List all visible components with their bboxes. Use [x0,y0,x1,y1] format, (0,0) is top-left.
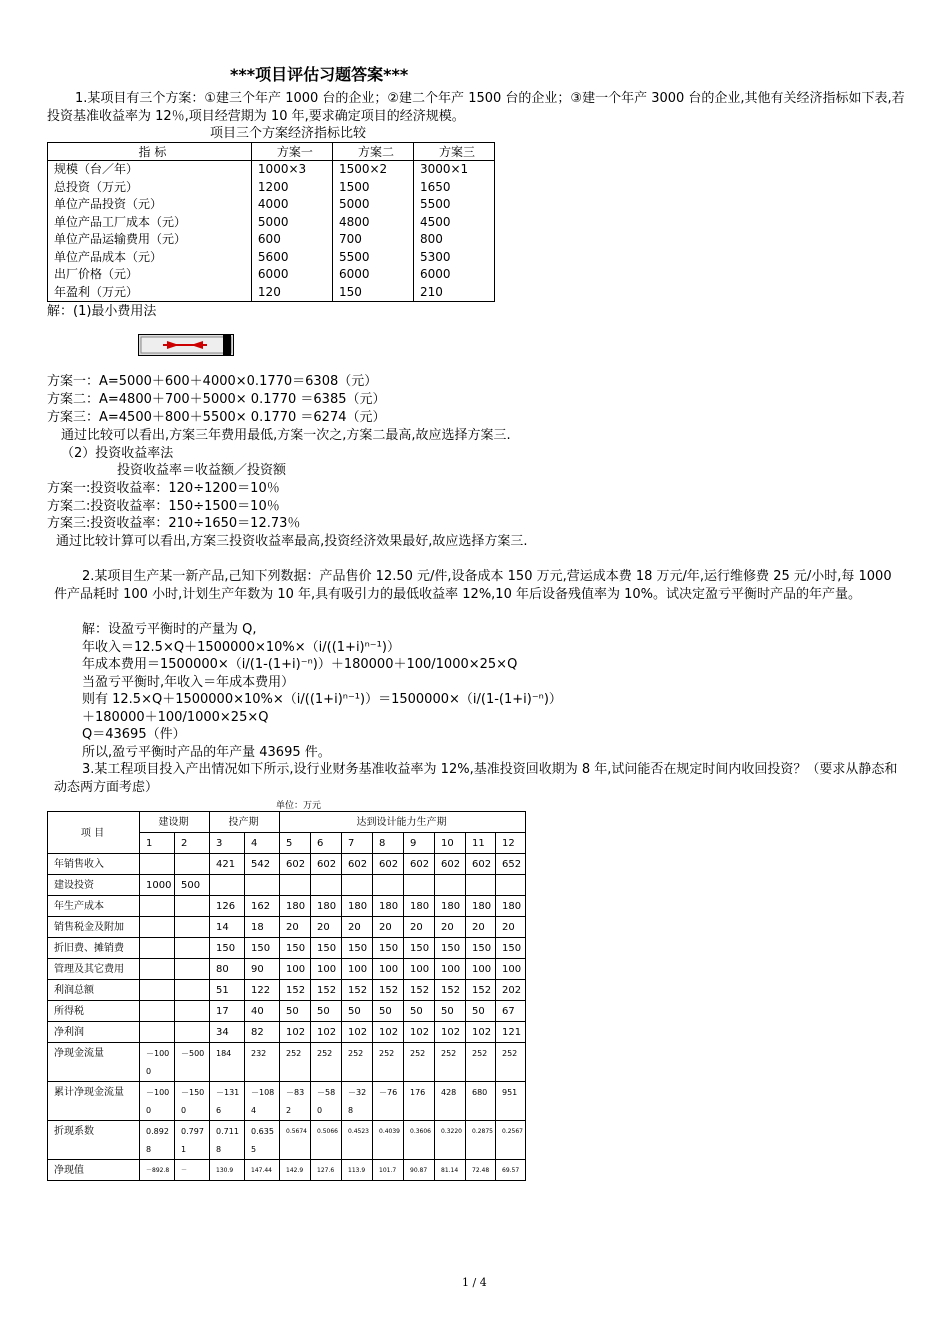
q3-value-cell: 20 [496,917,526,938]
q3-row-label: 利润总额 [48,980,140,1001]
q3-value-cell: 127.6 [311,1160,342,1181]
q1-value-cell: 700 [332,231,413,249]
q1-indicator-label: 单位产品成本（元） [48,249,252,267]
q3-value-cell: 50 [404,1001,435,1022]
q3-value-cell: 152 [342,980,373,1001]
q3-value-cell: 102 [373,1022,404,1043]
q1-header-cell: 方案二 [332,143,413,161]
q3-value-cell [175,959,210,980]
q1-indicator-label: 年盈利（万元） [48,284,252,302]
q3-value-cell: 80 [210,959,245,980]
q3-value-cell: 252 [342,1043,373,1082]
q1-indicator-label: 单位产品投资（元） [48,196,252,214]
q3-value-cell: 232 [245,1043,280,1082]
q3-table-row [48,980,526,1001]
q1-value-cell: 120 [251,284,332,302]
q3-value-cell: 81.14 [435,1160,466,1181]
q3-value-cell [496,875,526,896]
q3-value-cell: 150 [210,938,245,959]
q3-table-row [48,959,526,980]
q3-value-cell [175,1001,210,1022]
q3-value-cell: 0.5066 [311,1121,342,1160]
q3-value-cell: 100 [496,959,526,980]
formula-icon [139,335,233,355]
q3-year-header: 5 [280,833,311,854]
q3-value-cell [342,875,373,896]
q3-year-header: 12 [496,833,526,854]
q1-table-row [48,231,495,249]
q3-value-cell: 180 [342,896,373,917]
q3-value-cell: 602 [404,854,435,875]
q3-value-cell [245,875,280,896]
q3-value-cell: 0.8928 [140,1121,175,1160]
q1-solution-method2: （2）投资收益率法 [61,446,174,461]
q3-value-cell: 602 [466,854,496,875]
q1-value-cell: 6000 [332,266,413,284]
q3-value-cell: 102 [466,1022,496,1043]
q3-table-row [48,917,526,938]
conclusion-method1: 通过比较可以看出,方案三年费用最低,方案一次之,方案二最高,故应选择方案三. [61,428,511,443]
q3-value-cell [140,980,175,1001]
q3-value-cell: 14 [210,917,245,938]
q3-value-cell: 100 [466,959,496,980]
q3-value-cell: 40 [245,1001,280,1022]
q1-text: 1.某项目有三个方案：①建三个年产 1000 台的企业；②建二个年产 1500 台的企业；③建一个年产 3000 台的企业,其他有关经济指标如下表,若投资基准收益率为 12％,项目经营期为 10 年,要求确定项目的经济规模。 [47,91,905,124]
q1-value-cell: 1650 [413,179,494,197]
q3-value-cell: 102 [280,1022,311,1043]
q3-row-label: 建设投资 [48,875,140,896]
q2-line2: 年收入＝12.5×Q＋1500000×10%×（i/((1+i)ⁿ⁻¹)） [82,640,400,655]
q3-value-cell: 180 [280,896,311,917]
q3-year-header: 11 [466,833,496,854]
q3-value-cell: －580 [311,1082,342,1121]
q3-table-row [48,1022,526,1043]
q1-value-cell: 5000 [251,214,332,232]
q3-value-cell: 652 [496,854,526,875]
q3-value-cell [140,938,175,959]
q3-value-cell: 20 [342,917,373,938]
roi-option3: 方案三:投资收益率：210÷1650＝12.73％ [47,516,301,531]
q3-table-row [48,1001,526,1022]
q1-value-cell: 4800 [332,214,413,232]
q1-value-cell: 150 [332,284,413,302]
q3-value-cell: 152 [404,980,435,1001]
q1-value-cell: 3000×1 [413,161,494,179]
q1-value-cell: 800 [413,231,494,249]
q3-value-cell [140,854,175,875]
q3-value-cell: 152 [435,980,466,1001]
q3-value-cell: －892.8 [140,1160,175,1181]
q1-value-cell: 6000 [413,266,494,284]
q3-value-cell: 102 [435,1022,466,1043]
q1-header-cell: 方案一 [251,143,332,161]
q2-line5: 则有 12.5×Q＋1500000×10%×（i/((1+i)ⁿ⁻¹)）＝1500000×（i/(1-(1+i)⁻ⁿ)） [82,692,562,707]
q3-table-phase-row [48,812,526,833]
q3-value-cell [404,875,435,896]
q3-value-cell: 20 [404,917,435,938]
q3-value-cell: 150 [245,938,280,959]
q1-value-cell: 210 [413,284,494,302]
q3-value-cell: 102 [404,1022,435,1043]
q1-indicator-label: 单位产品工厂成本（元） [48,214,252,232]
q3-table-row [48,1082,526,1121]
q3-value-cell: 50 [373,1001,404,1022]
roi-option2: 方案二:投资收益率：150÷1500＝10％ [47,499,280,514]
q1-indicator-label: 单位产品运输费用（元） [48,231,252,249]
q2-line4: 当盈亏平衡时,年收入＝年成本费用） [82,675,295,690]
q3-value-cell: 500 [175,875,210,896]
q3-table-row [48,854,526,875]
q3-unit-label: 单位：万元 [276,801,322,811]
q3-item-header: 项 目 [48,812,140,854]
q3-value-cell: 602 [373,854,404,875]
q3-year-header: 6 [311,833,342,854]
q3-value-cell: －328 [342,1082,373,1121]
q3-value-cell: 100 [373,959,404,980]
q1-table-row [48,196,495,214]
q3-value-cell: 90 [245,959,280,980]
q3-value-cell [140,917,175,938]
q3-table-row [48,1121,526,1160]
q3-value-cell: 421 [210,854,245,875]
q3-value-cell: 150 [435,938,466,959]
q1-indicator-label: 规模（台／年） [48,161,252,179]
q1-header-cell: 方案三 [413,143,494,161]
q3-value-cell: 152 [311,980,342,1001]
q3-value-cell: 680 [466,1082,496,1121]
q3-value-cell: 150 [373,938,404,959]
q2-line1: 解：设盈亏平衡时的产量为 Q, [82,622,257,637]
q3-value-cell [435,875,466,896]
q3-row-label: 累计净现金流量 [48,1082,140,1121]
q1-table-row [48,179,495,197]
q2-line7: Q＝43695（件） [82,727,186,742]
q3-value-cell: 602 [435,854,466,875]
q3-value-cell: 602 [311,854,342,875]
q3-value-cell [175,980,210,1001]
q1-value-cell: 6000 [251,266,332,284]
q1-value-cell: 600 [251,231,332,249]
q3-value-cell: 50 [435,1001,466,1022]
q3-cashflow-table [47,811,526,1181]
q3-value-cell: 0.7118 [210,1121,245,1160]
q3-table-row [48,1160,526,1181]
q3-table-row [48,896,526,917]
q3-value-cell: 101.7 [373,1160,404,1181]
q3-value-cell: 100 [435,959,466,980]
q3-value-cell: 20 [466,917,496,938]
q3-value-cell: 180 [435,896,466,917]
q3-value-cell: 180 [373,896,404,917]
q3-table-row [48,938,526,959]
q3-value-cell: 252 [280,1043,311,1082]
q1-table-body [48,161,495,302]
q1-table-caption: 项目三个方案经济指标比较 [210,126,367,141]
q3-value-cell: 176 [404,1082,435,1121]
q3-value-cell: 17 [210,1001,245,1022]
q3-value-cell [140,896,175,917]
q1-value-cell: 1500×2 [332,161,413,179]
q1-value-cell: 5300 [413,249,494,267]
q3-value-cell: 69.57 [496,1160,526,1181]
q3-value-cell: 0.3606 [404,1121,435,1160]
q3-row-label: 净现金流量 [48,1043,140,1082]
q3-value-cell: 0.2567 [496,1121,526,1160]
q3-value-cell: 100 [342,959,373,980]
q3-value-cell: 180 [496,896,526,917]
q1-value-cell: 5500 [332,249,413,267]
q3-value-cell: 1000 [140,875,175,896]
q1-indicator-label: 总投资（万元） [48,179,252,197]
q2-line3: 年成本费用＝1500000×（i/(1-(1+i)⁻ⁿ)）＋180000＋100/1000×25×Q [82,657,518,672]
q3-value-cell: 0.3220 [435,1121,466,1160]
q3-value-cell: 100 [404,959,435,980]
annual-cost-option1: 方案一：A=5000＋600＋4000×0.1770＝6308（元） [47,374,378,389]
q3-value-cell [373,875,404,896]
q3-value-cell: 121 [496,1022,526,1043]
q1-table-row [48,249,495,267]
q3-value-cell: 20 [435,917,466,938]
q3-value-cell [140,959,175,980]
q3-value-cell: 50 [342,1001,373,1022]
q3-value-cell: 20 [280,917,311,938]
q3-value-cell: 252 [373,1043,404,1082]
q3-row-label: 年生产成本 [48,896,140,917]
annual-cost-option2: 方案二：A=4800＋700＋5000× 0.1770 ＝6385（元） [47,392,386,407]
q3-value-cell [175,896,210,917]
q3-value-cell: 100 [311,959,342,980]
q3-year-header: 1 [140,833,175,854]
q3-value-cell: 126 [210,896,245,917]
q3-value-cell: 0.2875 [466,1121,496,1160]
q3-value-cell: 150 [311,938,342,959]
q3-value-cell: 50 [311,1001,342,1022]
q3-value-cell [140,1022,175,1043]
q1-table-row [48,266,495,284]
q3-value-cell: 152 [373,980,404,1001]
q3-row-label: 净利润 [48,1022,140,1043]
q2-text: 2.某项目生产某一新产品,己知下列数据：产品售价 12.50 元/件,设备成本 150 万元,营运成本费 18 万元/年,运行维修费 25 元/小时,每 1000 件产品耗时 100 小时,计划生产年数为 10 年,具有吸引力的最低收益率 12%,10 年后设备残值率为 10%。试决定盈亏平衡时产品的年产量。 [54,569,892,602]
q3-value-cell: －1084 [245,1082,280,1121]
q3-value-cell: 102 [342,1022,373,1043]
q3-value-cell: 252 [311,1043,342,1082]
q3-value-cell: 100 [280,959,311,980]
formula-image [138,334,234,356]
q3-value-cell: 150 [496,938,526,959]
q3-row-label: 年销售收入 [48,854,140,875]
q3-value-cell: 202 [496,980,526,1001]
q3-full-capacity-header: 达到设计能力生产期 [280,812,526,833]
q1-indicator-table [47,142,495,302]
q3-value-cell [280,875,311,896]
q3-value-cell: 72.48 [466,1160,496,1181]
q1-table-row [48,161,495,179]
q1-solution-method1: 解：(1)最小费用法 [47,304,157,319]
conclusion-method2: 通过比较计算可以看出,方案三投资收益率最高,投资经济效果最好,故应选择方案三. [56,534,528,549]
document-title: ***项目评估习题答案*** [230,65,409,84]
q3-value-cell: －1000 [140,1082,175,1121]
q3-value-cell: 602 [280,854,311,875]
q3-value-cell: 113.9 [342,1160,373,1181]
q3-year-header: 2 [175,833,210,854]
q3-table-body [48,854,526,1181]
q3-value-cell: 50 [466,1001,496,1022]
q3-value-cell [175,917,210,938]
annual-cost-option3: 方案三：A=4500＋800＋5500× 0.1770 ＝6274（元） [47,410,386,425]
q3-value-cell: 252 [435,1043,466,1082]
q3-table-row [48,1043,526,1082]
q2-line6: ＋180000＋100/1000×25×Q [82,710,269,725]
q3-value-cell [210,875,245,896]
q3-value-cell: 142.9 [280,1160,311,1181]
q1-value-cell: 4000 [251,196,332,214]
q3-value-cell: 18 [245,917,280,938]
q3-value-cell: 20 [373,917,404,938]
q3-value-cell: 150 [404,938,435,959]
q1-value-cell: 1200 [251,179,332,197]
q3-value-cell: 50 [280,1001,311,1022]
q3-value-cell: －500 [175,1043,210,1082]
q3-row-label: 销售税金及附加 [48,917,140,938]
q3-value-cell: 602 [342,854,373,875]
q3-value-cell: 20 [311,917,342,938]
q3-value-cell: 180 [404,896,435,917]
q1-table-header-row [48,143,495,161]
q3-value-cell: 150 [342,938,373,959]
q3-value-cell: － [175,1160,210,1181]
q3-value-cell: 122 [245,980,280,1001]
q1-value-cell: 5000 [332,196,413,214]
q3-value-cell: 147.44 [245,1160,280,1181]
roi-formula: 投资收益率＝收益额／投资额 [117,463,287,478]
q3-row-label: 折旧费、摊销费 [48,938,140,959]
q1-table-row [48,214,495,232]
q3-build-period-header: 建设期 [140,812,210,833]
q3-value-cell: 542 [245,854,280,875]
q3-value-cell: 951 [496,1082,526,1121]
q1-value-cell: 5500 [413,196,494,214]
q3-year-header: 7 [342,833,373,854]
q1-value-cell: 1000×3 [251,161,332,179]
q3-value-cell: －1000 [140,1043,175,1082]
q3-value-cell: 150 [466,938,496,959]
q3-year-header: 8 [373,833,404,854]
q3-value-cell [175,938,210,959]
q3-value-cell: 67 [496,1001,526,1022]
q3-value-cell: －1500 [175,1082,210,1121]
q3-value-cell: 180 [466,896,496,917]
q3-value-cell: 152 [280,980,311,1001]
q3-value-cell: 162 [245,896,280,917]
q3-table-row [48,875,526,896]
roi-option1: 方案一:投资收益率：120÷1200＝10％ [47,481,280,496]
q3-value-cell: 0.4523 [342,1121,373,1160]
q3-value-cell [311,875,342,896]
q3-value-cell: 0.6355 [245,1121,280,1160]
q3-text: 3.某工程项目投入产出情况如下所示,设行业财务基准收益率为 12%,基准投资回收期为 8 年,试问能否在规定时间内收回投资？（要求从静态和动态两方面考虑） [54,762,898,795]
q3-row-label: 净现值 [48,1160,140,1181]
q3-value-cell: －832 [280,1082,311,1121]
q3-year-header: 3 [210,833,245,854]
q3-value-cell: 82 [245,1022,280,1043]
q3-value-cell: 0.5674 [280,1121,311,1160]
q3-value-cell: 0.4039 [373,1121,404,1160]
q3-value-cell: 252 [496,1043,526,1082]
q1-value-cell: 4500 [413,214,494,232]
q3-year-header: 9 [404,833,435,854]
q3-value-cell: 428 [435,1082,466,1121]
q3-value-cell [466,875,496,896]
q3-value-cell: 150 [280,938,311,959]
q2-line8: 所以,盈亏平衡时产品的年产量 43695 件。 [82,745,331,760]
q3-value-cell: 252 [404,1043,435,1082]
q3-value-cell: －1316 [210,1082,245,1121]
q3-value-cell: －76 [373,1082,404,1121]
q3-value-cell: 184 [210,1043,245,1082]
q1-table-row [48,284,495,302]
q3-row-label: 管理及其它费用 [48,959,140,980]
q3-value-cell [175,854,210,875]
q3-value-cell: 102 [311,1022,342,1043]
q3-row-label: 折现系数 [48,1121,140,1160]
q3-value-cell: 90.87 [404,1160,435,1181]
q1-value-cell: 5600 [251,249,332,267]
q3-value-cell [175,1022,210,1043]
q3-value-cell [140,1001,175,1022]
q3-value-cell: 0.7971 [175,1121,210,1160]
q3-value-cell: 34 [210,1022,245,1043]
q3-value-cell: 252 [466,1043,496,1082]
page-number: 1 / 4 [462,1276,487,1289]
q3-year-header: 10 [435,833,466,854]
q1-value-cell: 1500 [332,179,413,197]
q1-header-cell: 指 标 [48,143,252,161]
q3-year-header: 4 [245,833,280,854]
q3-value-cell: 152 [466,980,496,1001]
q3-value-cell: 130.9 [210,1160,245,1181]
q3-value-cell: 51 [210,980,245,1001]
q3-row-label: 所得税 [48,1001,140,1022]
q3-production-period-header: 投产期 [210,812,280,833]
q1-indicator-label: 出厂价格（元） [48,266,252,284]
q3-value-cell: 180 [311,896,342,917]
